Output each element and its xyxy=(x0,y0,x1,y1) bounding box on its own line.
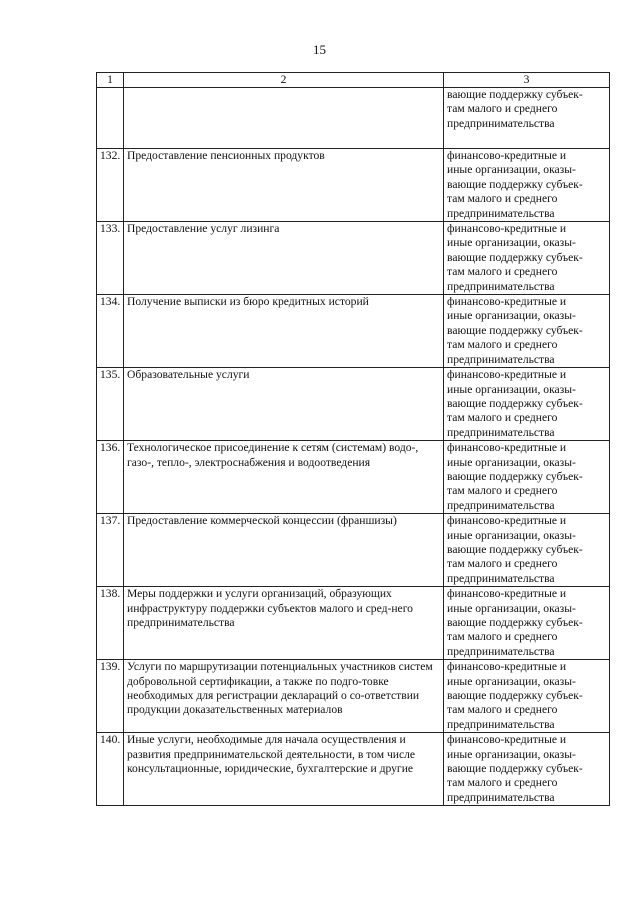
row-number: 133. xyxy=(97,222,124,295)
org-line: вающие поддержку субъек- xyxy=(447,250,583,264)
org-line: там малого и среднего xyxy=(447,102,558,116)
org-cell xyxy=(444,222,610,295)
org-line: иные организации, оказы- xyxy=(447,601,576,615)
service-name: Получение выписки из бюро кредитных историй xyxy=(124,295,444,368)
org-line: предпринимательства xyxy=(447,790,555,804)
service-name: Услуги по маршрутизации потенциальных участников систем добровольной сертификации, а также по подго-товке необходимых для регистрации деклараций о со-ответствии продукции доказательственных материалов xyxy=(124,660,444,733)
row-number: 134. xyxy=(97,295,124,368)
org-cell xyxy=(444,733,610,806)
table-row xyxy=(97,368,610,441)
org-line: финансово-кредитные и xyxy=(447,733,567,747)
table-row xyxy=(97,733,610,806)
org-line: вающие поддержку субъек- xyxy=(447,177,583,191)
org-line: финансово-кредитные и xyxy=(447,222,567,236)
org-cell xyxy=(444,88,610,149)
table-row xyxy=(97,514,610,587)
continuation-row xyxy=(97,88,610,149)
table-row xyxy=(97,222,610,295)
org-line: там малого и среднего xyxy=(447,338,558,352)
org-line: вающие поддержку субъек- xyxy=(447,88,583,101)
table-row xyxy=(97,295,610,368)
org-line: иные организации, оказы- xyxy=(447,747,576,761)
org-line: иные организации, оказы- xyxy=(447,309,576,323)
org-line: иные организации, оказы- xyxy=(447,528,576,542)
org-line: финансово-кредитные и xyxy=(447,441,567,455)
org-line: вающие поддержку субъек- xyxy=(447,616,583,629)
org-line: иные организации, оказы- xyxy=(447,455,576,469)
table-row xyxy=(97,587,610,660)
row-number: 138. xyxy=(97,587,124,660)
org-line: там малого и среднего xyxy=(447,265,558,279)
org-line: финансово-кредитные и xyxy=(447,514,567,528)
org-line: предпринимательства xyxy=(447,425,555,439)
table-row xyxy=(97,149,610,222)
row-number: 132. xyxy=(97,149,124,222)
org-line: иные организации, оказы- xyxy=(447,236,576,250)
org-line: там малого и среднего xyxy=(447,703,558,717)
org-line: финансово-кредитные и xyxy=(447,295,567,309)
org-cell xyxy=(444,441,610,514)
org-line: вающие поддержку субъек- xyxy=(447,762,583,776)
org-line: предпринимательства xyxy=(447,352,555,366)
org-cell xyxy=(444,587,610,660)
service-name: Предоставление пенсионных продуктов xyxy=(124,149,444,222)
service-name: Предоставление услуг лизинга xyxy=(124,222,444,295)
org-cell xyxy=(444,149,610,222)
org-line: там малого и среднего xyxy=(447,411,558,425)
org-line: иные организации, оказы- xyxy=(447,674,576,688)
org-line: предпринимательства xyxy=(447,571,555,585)
org-cell xyxy=(444,368,610,441)
column-header-1: 1 xyxy=(97,73,124,88)
org-line: там малого и среднего xyxy=(447,484,558,498)
org-line: предпринимательства xyxy=(447,498,555,512)
org-line: вающие поддержку субъек- xyxy=(447,542,583,556)
service-name: Предоставление коммерческой концессии (франшизы) xyxy=(124,514,444,587)
row-number xyxy=(97,88,124,149)
org-line: предпринимательства xyxy=(447,116,555,130)
org-cell xyxy=(444,295,610,368)
row-number: 135. xyxy=(97,368,124,441)
table-row xyxy=(97,441,610,514)
org-line: там малого и среднего xyxy=(447,557,558,571)
org-line: вающие поддержку субъек- xyxy=(447,689,583,703)
org-line: иные организации, оказы- xyxy=(447,163,576,177)
page-number: 15 xyxy=(313,42,326,57)
org-line: финансово-кредитные и xyxy=(447,149,567,162)
service-name: Технологическое присоединение к сетям (системам) водо-, газо-, тепло-, электроснабжения и водоотведения xyxy=(124,441,444,514)
service-name xyxy=(124,88,444,149)
org-line: финансово-кредитные и xyxy=(447,587,567,601)
column-header-3: 3 xyxy=(444,73,610,88)
org-line: финансово-кредитные и xyxy=(447,368,567,382)
service-name: Меры поддержки и услуги организаций, образующих инфраструктуру поддержки субъектов малого и сред-него предпринимательства xyxy=(124,587,444,660)
services-table xyxy=(96,72,610,806)
org-line: предпринимательства xyxy=(447,279,555,293)
org-line: вающие поддержку субъек- xyxy=(447,396,583,410)
org-cell xyxy=(444,514,610,587)
service-name: Образовательные услуги xyxy=(124,368,444,441)
table-row xyxy=(97,660,610,733)
row-number: 137. xyxy=(97,514,124,587)
row-number: 136. xyxy=(97,441,124,514)
row-number: 139. xyxy=(97,660,124,733)
org-line: вающие поддержку субъек- xyxy=(447,469,583,483)
org-line: финансово-кредитные и xyxy=(447,660,567,674)
org-line: иные организации, оказы- xyxy=(447,382,576,396)
org-line: там малого и среднего xyxy=(447,630,558,644)
column-header-2: 2 xyxy=(124,73,444,88)
row-number: 140. xyxy=(97,733,124,806)
org-line: предпринимательства xyxy=(447,717,555,731)
org-line: там малого и среднего xyxy=(447,192,558,206)
table-header-row xyxy=(97,73,610,88)
org-line: предпринимательства xyxy=(447,206,555,220)
org-line: вающие поддержку субъек- xyxy=(447,323,583,337)
org-line: там малого и среднего xyxy=(447,776,558,790)
org-line: предпринимательства xyxy=(447,644,555,658)
org-cell xyxy=(444,660,610,733)
service-name: Иные услуги, необходимые для начала осуществления и развития предпринимательской деятельности, в том числе консультационные, юридические, бухгалтерские и другие xyxy=(124,733,444,806)
